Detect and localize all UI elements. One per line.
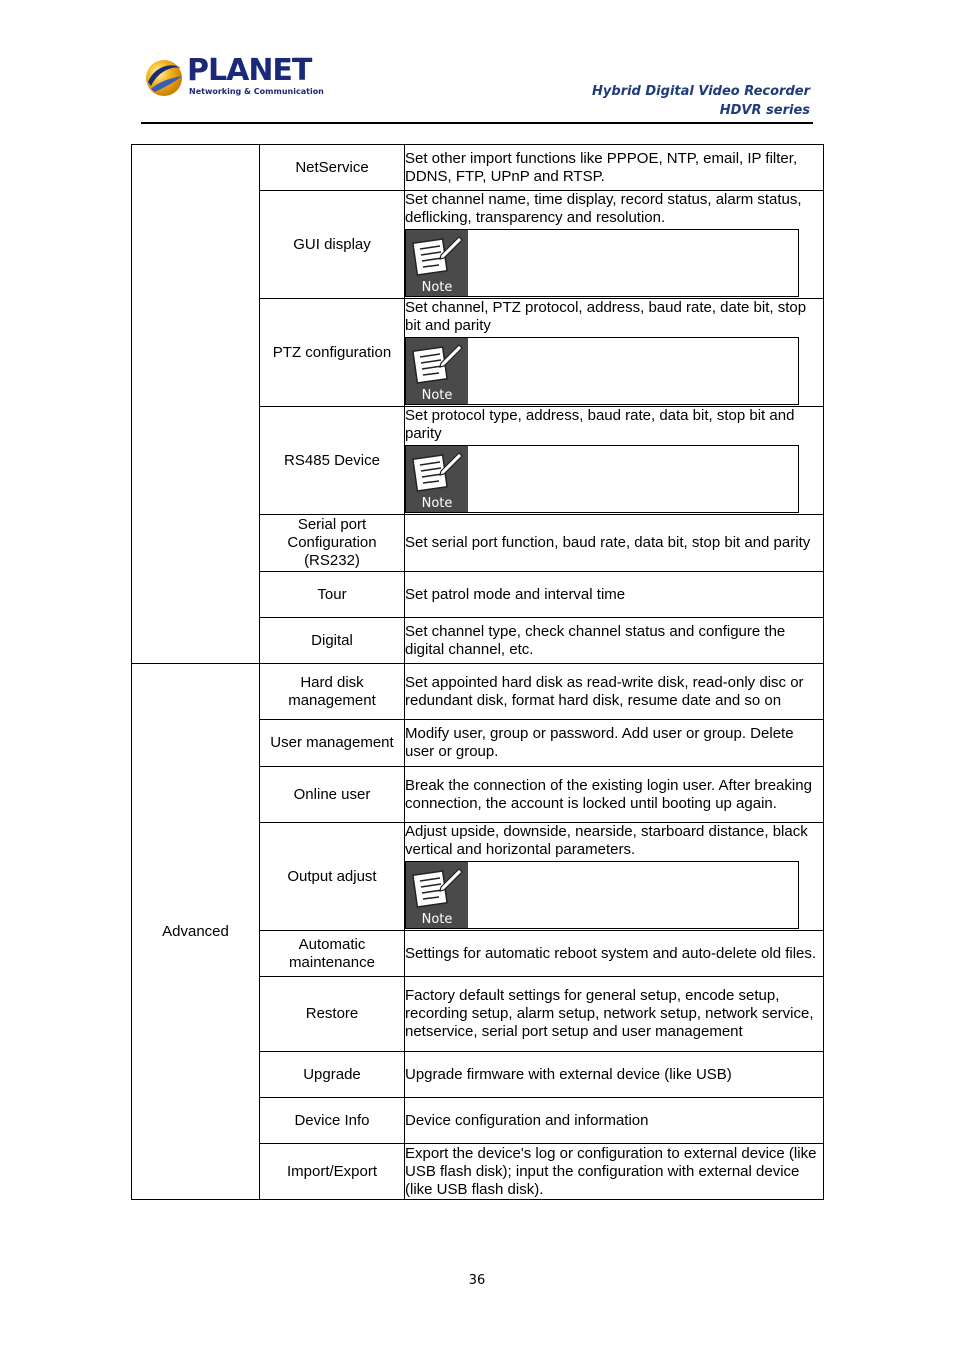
function-description-cell <box>405 664 824 720</box>
function-name-cell: Hard disk management <box>260 664 405 720</box>
doc-title: Hybrid Digital Video Recorder <box>592 84 810 99</box>
description-text: Factory default settings for general setup, encode setup, recording setup, alarm setup, network setup, network service, netservice, serial port setup and user management <box>405 987 814 1040</box>
note-body <box>468 446 798 512</box>
planet-logo <box>143 53 324 100</box>
description-text: Modify user, group or password. Add user or group. Delete user or group. <box>405 725 794 760</box>
function-name-cell: PTZ configuration <box>260 299 405 407</box>
function-name-cell: RS485 Device <box>260 407 405 515</box>
function-name-cell: Serial port Configuration (RS232) <box>260 515 405 572</box>
note-box <box>405 337 799 405</box>
function-name-cell: Tour <box>260 572 405 618</box>
note-icon <box>406 338 468 404</box>
function-description-cell <box>405 618 824 664</box>
note-label: Note <box>421 280 453 295</box>
category-cell: Advanced <box>132 664 260 1200</box>
function-description-cell <box>405 1144 824 1200</box>
document-header <box>592 82 810 120</box>
function-name-cell: NetService <box>260 145 405 191</box>
description-text: Set other import functions like PPPOE, NTP, email, IP filter, DDNS, FTP, UPnP and RTSP. <box>405 149 798 185</box>
function-name-cell: Import/Export <box>260 1144 405 1200</box>
function-name-cell: Device Info <box>260 1098 405 1144</box>
function-name-cell: Digital <box>260 618 405 664</box>
note-pad-icon <box>411 341 463 385</box>
description-text: Set channel type, check channel status and configure the digital channel, etc. <box>405 622 786 658</box>
function-name-cell: GUI display <box>260 191 405 299</box>
function-description-cell <box>405 977 824 1052</box>
description-text: Device configuration and information <box>405 1111 649 1129</box>
description-text: Set serial port function, baud rate, data bit, stop bit and parity <box>405 534 811 551</box>
globe-icon <box>143 56 185 98</box>
function-description-cell <box>405 515 824 572</box>
function-name-cell: Online user <box>260 767 405 823</box>
description-text: Adjust upside, downside, nearside, starboard distance, black vertical and horizontal parameters. <box>405 823 808 858</box>
table-row <box>132 145 824 191</box>
note-body <box>468 338 798 404</box>
category-cell <box>132 145 260 664</box>
note-box <box>405 229 799 297</box>
function-description-cell <box>405 407 824 515</box>
function-description-cell <box>405 720 824 767</box>
note-icon <box>406 230 468 296</box>
function-description-cell <box>405 145 824 191</box>
doc-series: HDVR series <box>719 103 810 118</box>
function-description-cell <box>405 767 824 823</box>
note-icon <box>406 862 468 928</box>
function-description-cell <box>405 1098 824 1144</box>
note-label: Note <box>421 388 453 403</box>
function-name-cell: Restore <box>260 977 405 1052</box>
function-description-cell <box>405 572 824 618</box>
note-box <box>405 445 799 513</box>
note-label: Note <box>421 496 453 511</box>
page-number: 36 <box>468 1273 486 1288</box>
function-description-cell <box>405 931 824 977</box>
table-row <box>132 664 824 720</box>
header-rule <box>141 122 813 124</box>
description-text: Set protocol type, address, baud rate, data bit, stop bit and parity <box>405 407 795 442</box>
note-body <box>468 230 798 296</box>
note-label: Note <box>421 912 453 927</box>
menu-function-table <box>131 144 824 1200</box>
note-pad-icon <box>411 449 463 493</box>
note-box <box>405 861 799 929</box>
description-text: Settings for automatic reboot system and auto-delete old files. <box>405 944 817 962</box>
description-text: Upgrade firmware with external device (like USB) <box>405 1065 732 1083</box>
note-pad-icon <box>411 865 463 909</box>
note-pad-icon <box>411 233 463 277</box>
description-text: Set patrol mode and interval time <box>405 585 626 603</box>
note-body <box>468 862 798 928</box>
description-text: Set channel, PTZ protocol, address, baud rate, date bit, stop bit and parity <box>405 299 807 334</box>
logo-tagline: Networking & Communication <box>189 87 324 96</box>
function-description-cell <box>405 823 824 931</box>
function-name-cell: User management <box>260 720 405 767</box>
function-description-cell <box>405 191 824 299</box>
description-text: Set appointed hard disk as read-write disk, read-only disc or redundant disk, format hard disk, resume date and so on <box>405 673 804 709</box>
description-text: Set channel name, time display, record status, alarm status, deflicking, transparency and resolution. <box>405 191 802 226</box>
function-name-cell: Automatic maintenance <box>260 931 405 977</box>
description-text: Break the connection of the existing login user. After breaking connection, the account is locked until booting up again. <box>405 776 812 812</box>
logo-brand: PLANET <box>187 53 312 88</box>
function-description-cell <box>405 299 824 407</box>
function-name-cell: Upgrade <box>260 1052 405 1098</box>
function-name-cell: Output adjust <box>260 823 405 931</box>
description-text: Export the device's log or configuration to external device (like USB flash disk); input the configuration with external device (like USB flash disk). <box>405 1144 817 1198</box>
table-body <box>132 145 824 1200</box>
note-icon <box>406 446 468 512</box>
function-description-cell <box>405 1052 824 1098</box>
